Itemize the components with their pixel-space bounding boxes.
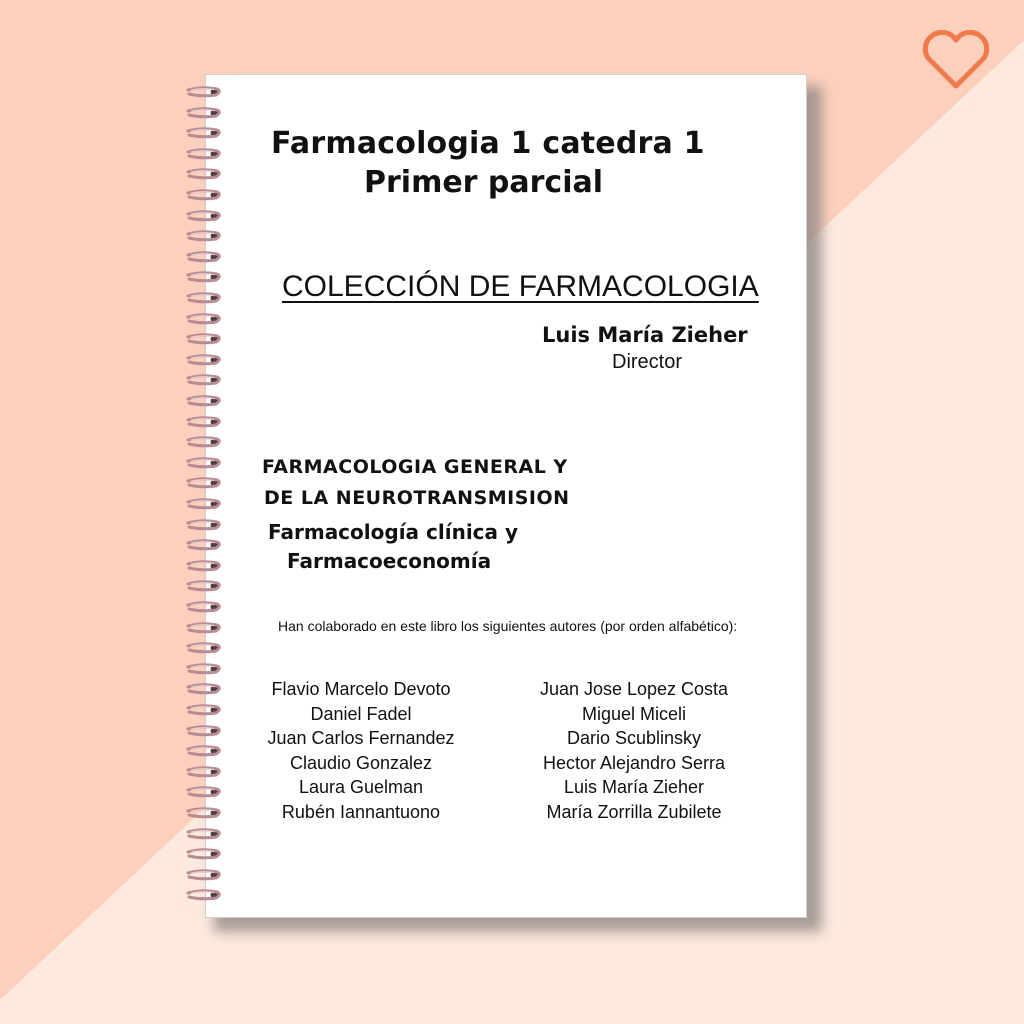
spiral-ring-icon [186, 807, 224, 819]
subtitle-line-1: FARMACOLOGIA GENERAL Y [262, 456, 568, 478]
spiral-ring-icon [186, 539, 224, 551]
subtitle-line-4: Farmacoeconomía [287, 549, 492, 573]
spiral-ring-icon [186, 127, 224, 139]
author-name: Flavio Marcelo Devoto [271, 679, 451, 699]
spiral-ring-icon [186, 374, 224, 386]
spiral-ring-icon [186, 354, 224, 366]
spiral-ring-icon [186, 168, 224, 180]
spiral-ring-icon [186, 828, 224, 840]
author-name: Claudio Gonzalez [289, 752, 433, 773]
spiral-ring-icon [186, 148, 224, 160]
spiral-ring-icon [186, 622, 224, 634]
author-name: Hector Alejandro Serra [542, 752, 726, 773]
spiral-binding [186, 82, 230, 912]
spiral-ring-icon [186, 86, 224, 98]
author-name: Juan Carlos Fernandez [267, 728, 455, 749]
spiral-ring-icon [186, 477, 224, 489]
title-line-1: Farmacologia 1 catedra 1 [271, 126, 705, 161]
spiral-ring-icon [186, 395, 224, 407]
spiral-ring-icon [186, 230, 224, 242]
spiral-ring-icon [186, 436, 224, 448]
spiral-ring-icon [186, 210, 224, 222]
spiral-ring-icon [186, 189, 224, 201]
author-name: Laura Guelman [298, 777, 424, 798]
spiral-ring-icon [186, 519, 224, 531]
author-name: Dario Scublinsky [566, 728, 702, 749]
spiral-ring-icon [186, 498, 224, 510]
spiral-ring-icon [186, 107, 224, 119]
spiral-ring-icon [186, 786, 224, 798]
spiral-ring-icon [186, 580, 224, 592]
author-name: Daniel Fadel [310, 703, 412, 724]
spiral-ring-icon [186, 869, 224, 881]
collection-heading: COLECCIÓN DE FARMACOLOGIA [282, 270, 759, 303]
spiral-ring-icon [186, 766, 224, 778]
spiral-ring-icon [186, 889, 224, 901]
author-name: Luis María Zieher [563, 777, 705, 798]
authors-left-column [241, 677, 481, 825]
author-name: María Zorrilla Zubilete [546, 801, 722, 822]
spiral-ring-icon [186, 663, 224, 675]
author-name: Juan Jose Lopez Costa [539, 679, 729, 699]
author-name: Miguel Miceli [581, 703, 687, 724]
spiral-ring-icon [186, 457, 224, 469]
spiral-ring-icon [186, 745, 224, 757]
spiral-ring-icon [186, 704, 224, 716]
spiral-ring-icon [186, 333, 224, 345]
spiral-ring-icon [186, 560, 224, 572]
spiral-ring-icon [186, 601, 224, 613]
authors-right-column [514, 677, 754, 825]
collaborators-intro: Han colaborado en este libro los siguientes autores (por orden alfabético): [278, 618, 738, 634]
spiral-ring-icon [186, 416, 224, 428]
subtitle-line-2: DE LA NEUROTRANSMISION [264, 487, 570, 509]
director-role: Director [612, 351, 683, 373]
spiral-ring-icon [186, 642, 224, 654]
spiral-ring-icon [186, 683, 224, 695]
heart-icon[interactable] [920, 30, 992, 92]
spiral-ring-icon [186, 313, 224, 325]
author-name: Rubén Iannantuono [281, 801, 441, 822]
subtitle-line-3: Farmacología clínica y [268, 520, 519, 544]
title-line-2: Primer parcial [364, 165, 604, 200]
spiral-ring-icon [186, 292, 224, 304]
spiral-ring-icon [186, 271, 224, 283]
spiral-ring-icon [186, 251, 224, 263]
spiral-ring-icon [186, 725, 224, 737]
director-name: Luis María Zieher [542, 323, 748, 347]
spiral-ring-icon [186, 848, 224, 860]
